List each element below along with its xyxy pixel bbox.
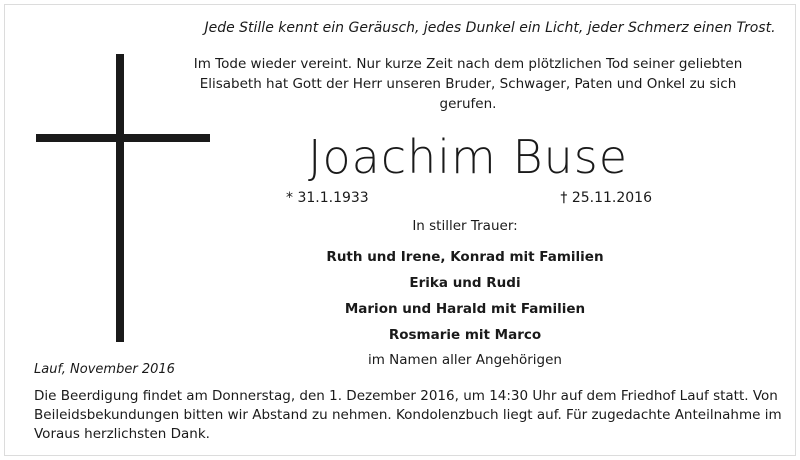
mourner-family: Rosmarie mit Marco: [388, 327, 542, 343]
life-dates: [286, 190, 652, 206]
funeral-line: Die Beerdigung findet am Donnerstag, den 1. Dezember 2016, um 14:30 Uhr auf dem Friedhof Lauf statt. Von: [34, 388, 778, 404]
funeral-info: [34, 387, 784, 444]
cross-vertical-bar: [116, 54, 124, 342]
funeral-line: Voraus herzlichsten Dank.: [34, 426, 210, 442]
cross-horizontal-bar: [36, 134, 210, 142]
mourner-family: Ruth und Irene, Konrad mit Familien: [326, 249, 604, 265]
death-date: † 25.11.2016: [560, 190, 652, 206]
mourners-block: [260, 216, 670, 370]
intro-line: Im Tode wieder vereint. Nur kurze Zeit nach dem plötzlichen Tod seiner geliebten: [193, 56, 743, 72]
relatives-note: im Namen aller Angehörigen: [367, 352, 562, 368]
funeral-line: Beileidsbekundungen bitten wir Abstand zu nehmen. Kondolenzbuch liegt auf. Für zugedachte Anteilnahme im: [34, 407, 782, 423]
intro-line: gerufen.: [439, 96, 497, 112]
intro-line: Elisabeth hat Gott der Herr unseren Bruder, Schwager, Paten und Onkel zu sich: [199, 76, 737, 92]
motto-text: Jede Stille kennt ein Geräusch, jedes Dunkel ein Licht, jeder Schmerz einen Trost.: [204, 20, 776, 36]
intro-text: [188, 54, 748, 114]
birth-date: * 31.1.1933: [286, 190, 369, 206]
place-date: Lauf, November 2016: [34, 362, 175, 377]
cross-icon: [36, 54, 210, 342]
deceased-name: Joachim Buse: [307, 130, 629, 184]
mourners-heading: In stiller Trauer:: [412, 218, 518, 234]
mourner-family: Marion und Harald mit Familien: [344, 301, 586, 317]
mourner-family: Erika und Rudi: [409, 275, 521, 291]
